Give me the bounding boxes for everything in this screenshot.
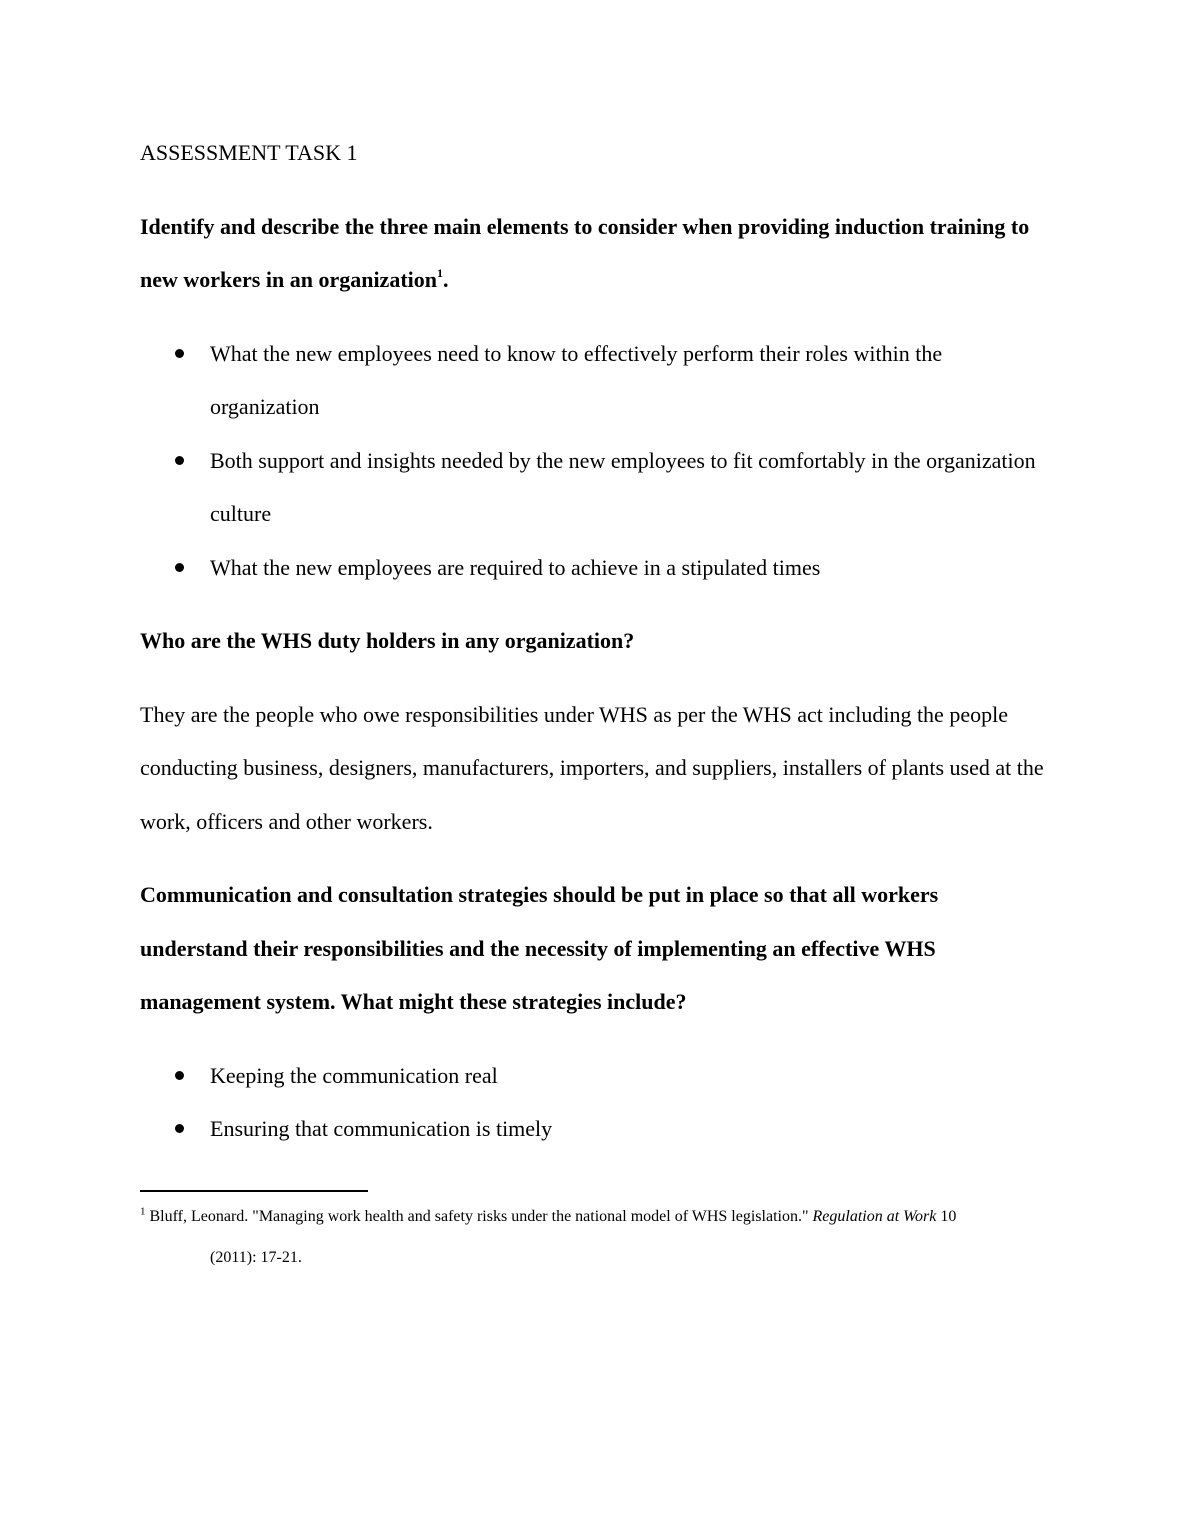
list-item: [140, 541, 1050, 595]
bullet-icon: [175, 349, 184, 358]
question-punctuation: .: [443, 267, 449, 292]
footnote-number: 1: [140, 1205, 146, 1218]
footnote-journal-title: Regulation at Work: [812, 1208, 937, 1225]
footnote-continuation: (2011): 17-21.: [210, 1249, 302, 1266]
list-item-text: Ensuring that communication is timely: [210, 1116, 553, 1141]
question-text: Identify and describe the three main elements to consider when providing induction training to new workers in an organization: [140, 213, 1030, 292]
bullet-icon: [175, 456, 184, 465]
list-item: [140, 1102, 1050, 1156]
document-body: [140, 126, 1050, 1176]
bullet-icon: [175, 1071, 184, 1080]
footnote-text: Bluff, Leonard. "Managing work health and safety risks under the national model of WHS legislation.": [145, 1208, 813, 1225]
footnote: [140, 1196, 1050, 1278]
question-communication-strategies: Communication and consultation strategies should be put in place so that all workers understand their responsibilities and the necessity of implementing an effective WHS management system. What might these strategies include?: [140, 882, 939, 1014]
list-item-text: What the new employees are required to achieve in a stipulated times: [210, 554, 821, 580]
communication-strategies-list: [140, 1049, 1050, 1156]
list-item: [140, 327, 1050, 434]
question-duty-holders: Who are the WHS duty holders in any organization?: [140, 628, 635, 653]
answer-duty-holders: They are the people who owe responsibilities under WHS as per the WHS act including the people conducting business, designers, manufacturers, importers, and suppliers, installers of plants used at the work, officers and other workers.: [140, 701, 1044, 834]
footnote-separator: [140, 1190, 368, 1192]
list-item-text: Keeping the communication real: [210, 1062, 498, 1088]
footnote-line: [140, 1196, 1050, 1237]
bullet-icon: [175, 563, 184, 572]
list-item-text: What the new employees need to know to effectively perform their roles within the organization: [210, 340, 943, 419]
list-item: [140, 1049, 1050, 1103]
list-item-text: Both support and insights needed by the new employees to fit comfortably in the organization culture: [210, 447, 1036, 526]
footnote-reference[interactable]: 1: [437, 265, 443, 280]
footnote-volume: 10: [936, 1208, 957, 1225]
task-title: ASSESSMENT TASK 1: [140, 140, 358, 165]
bullet-icon: [175, 1124, 184, 1133]
question-induction-elements: [140, 200, 1050, 307]
induction-elements-list: [140, 327, 1050, 595]
list-item: [140, 434, 1050, 541]
